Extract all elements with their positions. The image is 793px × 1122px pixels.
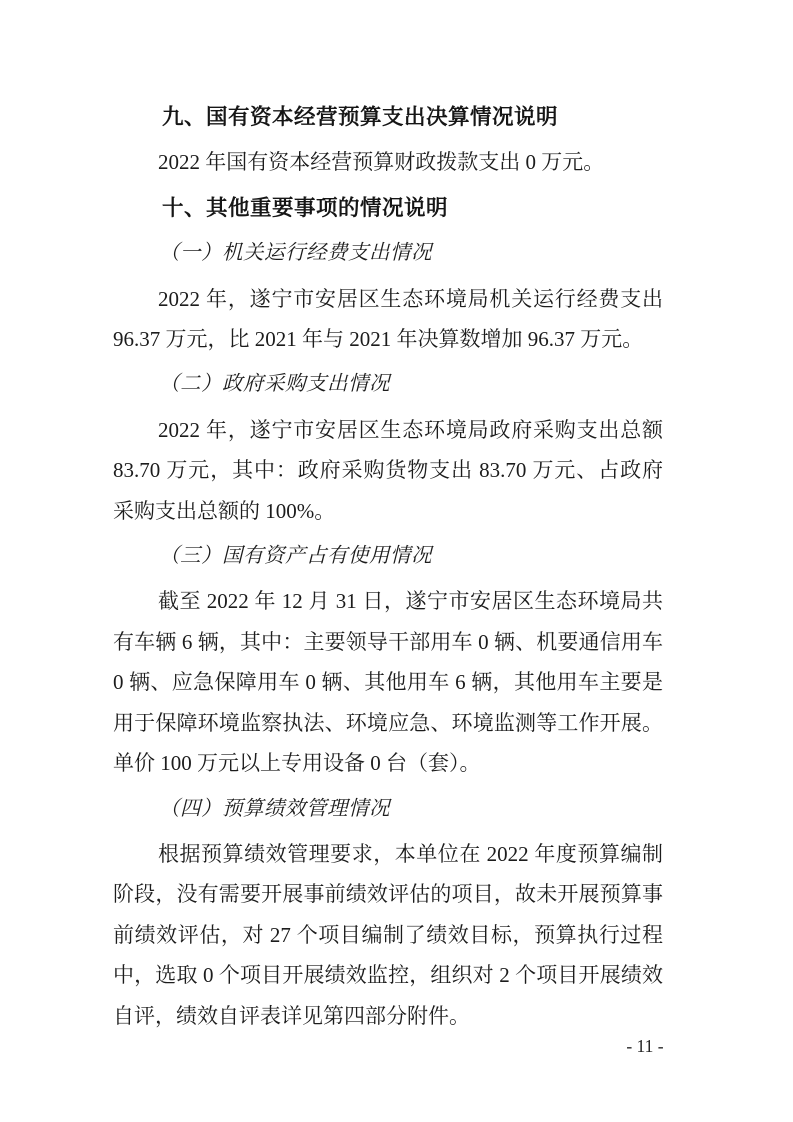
document-body	[113, 97, 663, 1041]
section-heading-9: 九、国有资本经营预算支出决算情况说明	[162, 105, 559, 129]
subheading-3-state-assets: （三）国有资产占有使用情况	[159, 545, 432, 568]
paragraph-state-assets: 截至 2022 年 12 月 31 日，遂宁市安居区生态环境局共有车辆 6 辆，其中：主要领导干部用车 0 辆、机要通信用车 0 辆、应急保障用车 0 辆、其他用车 6 辆，其他用车主要是用于保障环境监察执法、环境应急、环境监测等工作开展。单价 100 万元以上专用设备 0 台（套）。	[113, 589, 663, 776]
paragraph-procurement: 2022 年，遂宁市安居区生态环境局政府采购支出总额 83.70 万元，其中：政府采购货物支出 83.70 万元、占政府采购支出总额的 100%。	[113, 417, 663, 523]
page-number: - 11 -	[626, 1036, 664, 1056]
subheading-2-procurement: （二）政府采购支出情况	[159, 373, 390, 396]
subheading-1-operating-costs: （一）机关运行经费支出情况	[159, 242, 432, 265]
paragraph-operating-costs: 2022 年，遂宁市安居区生态环境局机关运行经费支出 96.37 万元，比 2021 年与 2021 年决算数增加 96.37 万元。	[113, 286, 663, 352]
section-heading-10: 十、其他重要事项的情况说明	[162, 195, 449, 220]
paragraph-performance: 根据预算绩效管理要求，本单位在 2022 年度预算编制阶段，没有需要开展事前绩效评估的项目，故未开展预算事前绩效评估，对 27 个项目编制了绩效目标，预算执行过程中，选取 0 个项目开展绩效监控，组织对 2 个项目开展绩效自评，绩效自评表详见第四部分附件。	[113, 841, 663, 1028]
paragraph-state-capital: 2022 年国有资本经营预算财政拨款支出 0 万元。	[158, 150, 605, 175]
subheading-4-performance: （四）预算绩效管理情况	[159, 797, 390, 820]
